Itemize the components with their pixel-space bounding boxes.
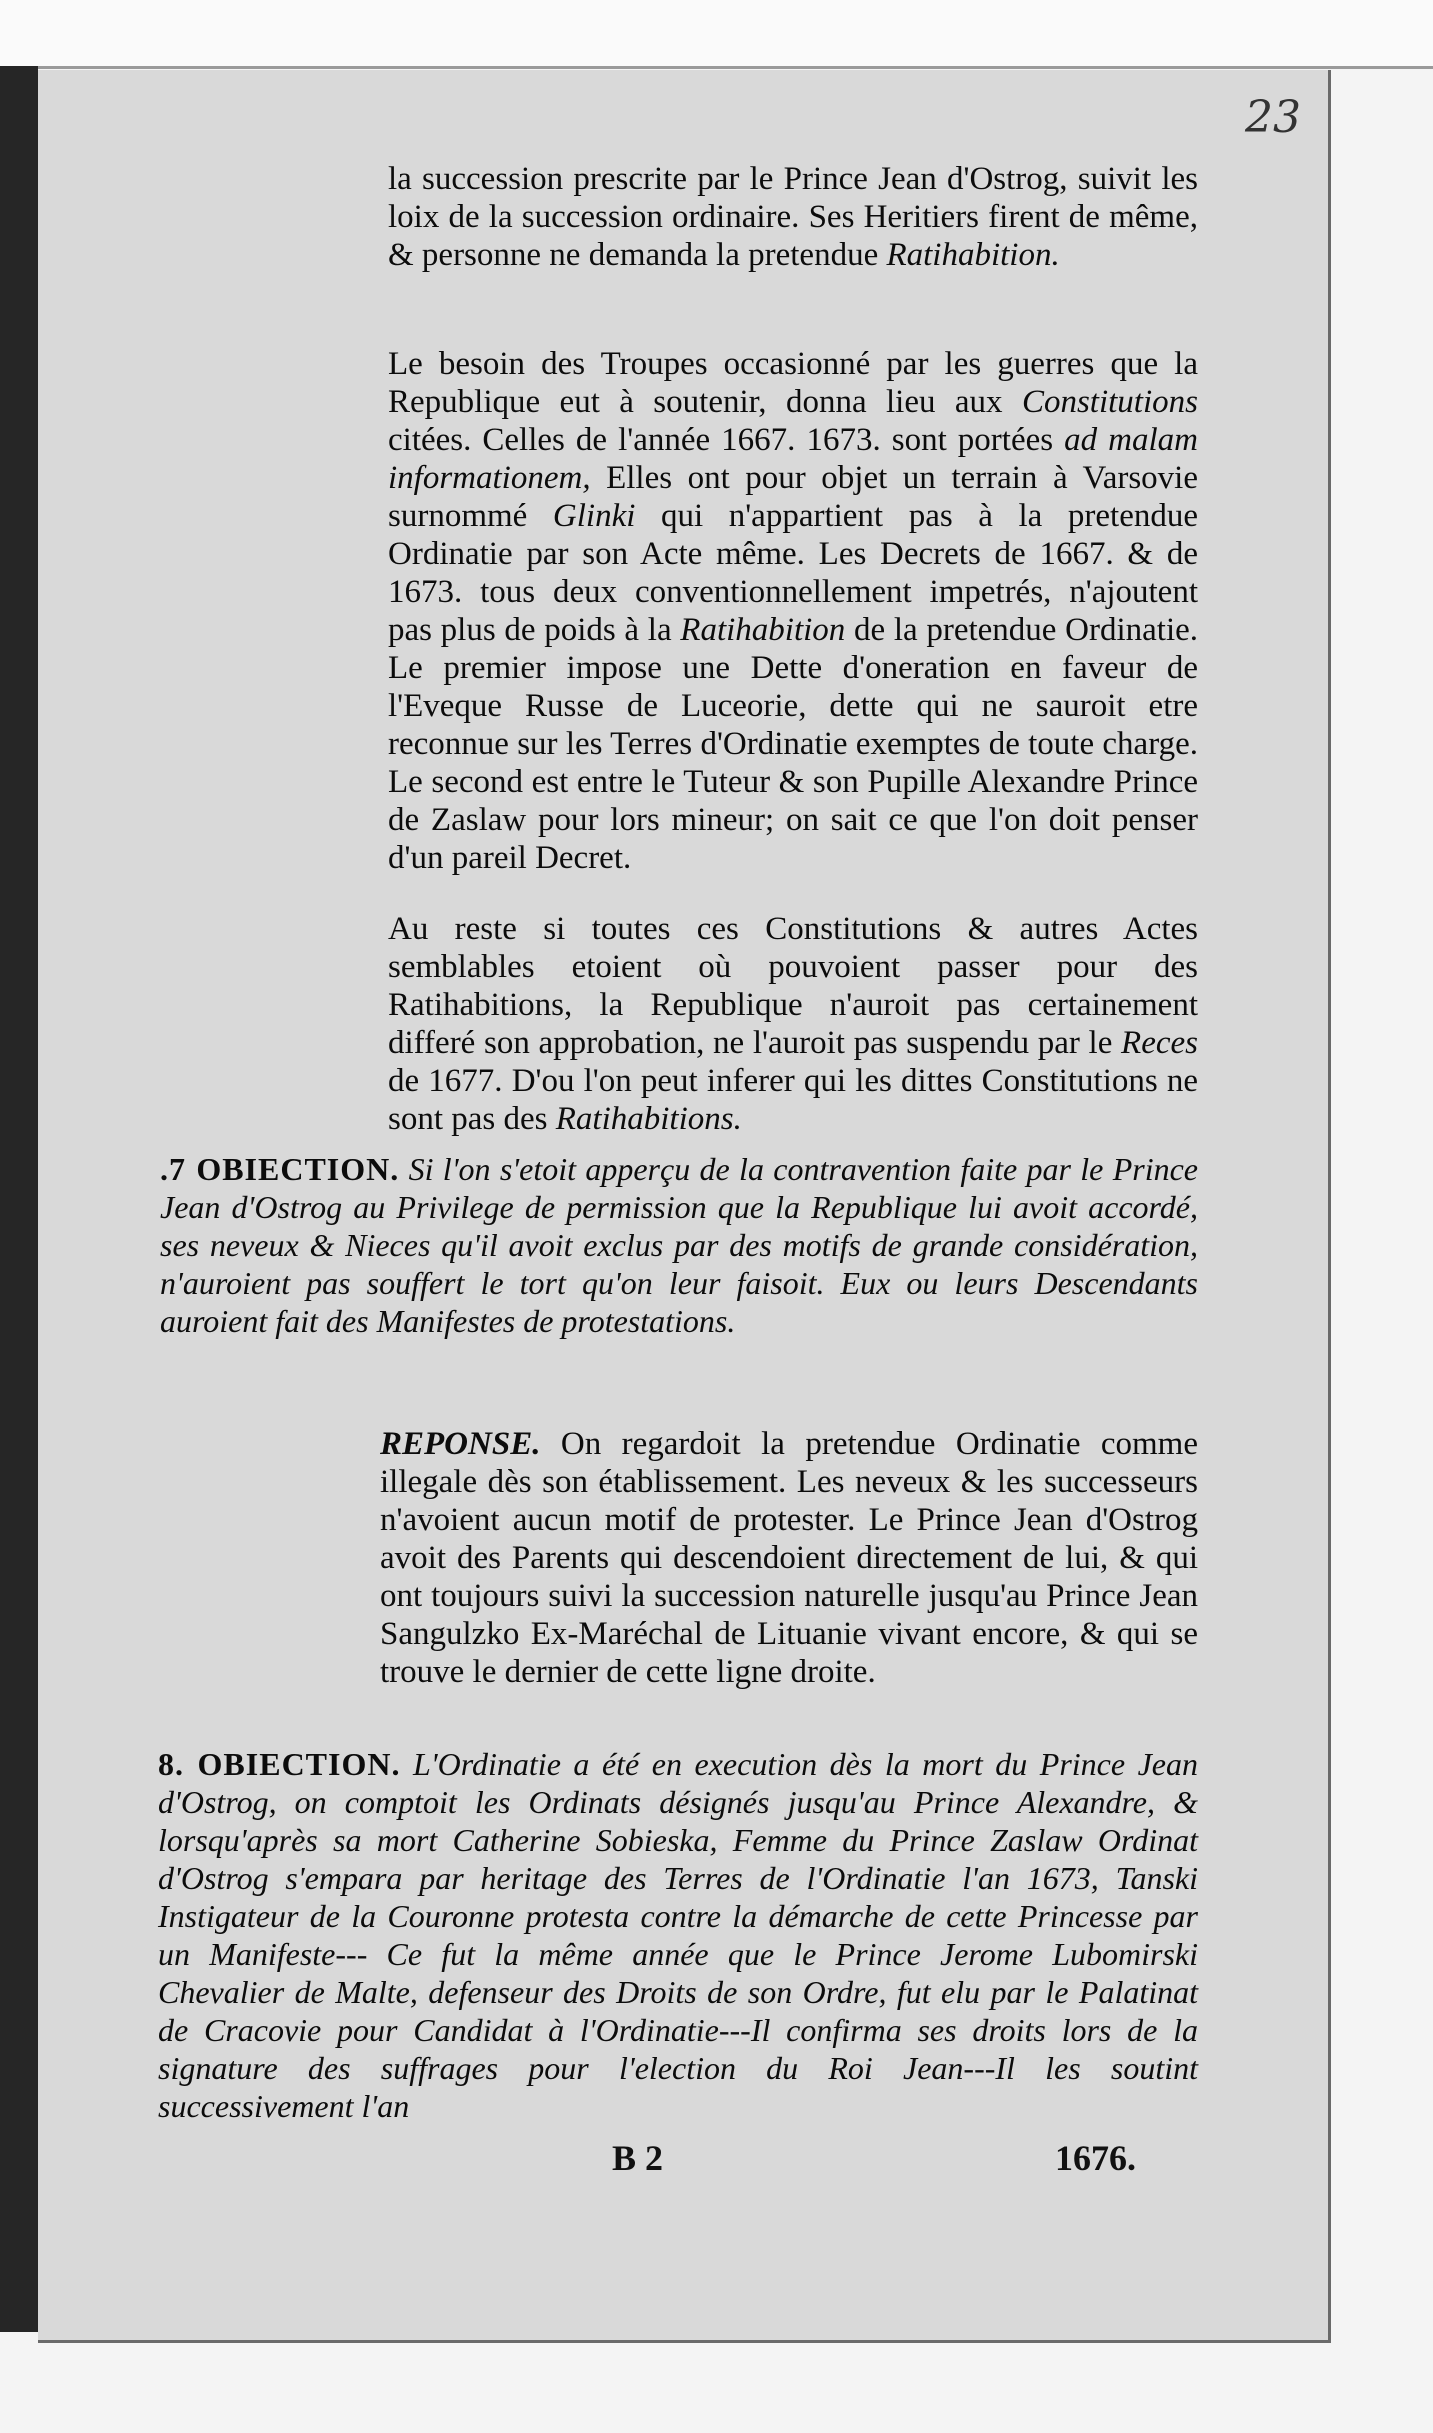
paragraph-text: Le besoin des Troupes occasionné par les guerres que la Republique eut à soutenir, donna lieu aux <box>388 346 1198 420</box>
paragraph-constitutions <box>388 910 1198 1138</box>
italic-term: Ratihabition. <box>886 237 1060 273</box>
objection-text: L'Ordinatie a été en execution dès la mort du Prince Jean d'Ostrog, on comptoit les Ordinats désignés jusqu'au Prince Alexandre, & lorsqu'après sa mort Catherine Sobieska, Femme du Prince Zaslaw Ordinat d'Ostrog s'empara par heritage des Terres de l'Ordinatie l'an 1673, Tanski Instigateur de la Couronne protesta contre la démarche de cette Princesse par un Manifeste--- Ce fut la même année que le Prince Jerome Lubomirski Chevalier de Malte, defenseur des Droits de son Ordre, fut elu par le Palatinat de Cracovie pour Candidat à l'Ordinatie---Il confirma ses droits lors de la signature des suffrages pour l'election du Roi Jean---Il les soutint successivement l'an <box>158 1746 1198 2124</box>
paragraph-succession <box>388 160 1198 274</box>
response-text: On regardoit la pretendue Ordinatie comme illegale dès son établissement. Les neveux & les successeurs n'avoient aucun motif de protester. Le Prince Jean d'Ostrog avoit des Parents qui descendoient directement de lui, & qui ont toujours suivi la succession naturelle jusqu'au Prince Jean Sangulzko Ex-Maréchal de Lituanie vivant encore, & qui se trouve le dernier de cette ligne droite. <box>380 1426 1198 1690</box>
paragraph-text: de la pretendue Ordinatie. Le premier impose une Dette d'oneration en faveur de l'Eveque Russe de Luceorie, dette qui ne sauroit etre reconnue sur les Terres d'Ordinatie exemptes de toute charge. Le second est entre le Tuteur & son Pupille Alexandre Prince de Zaslaw pour lors mineur; on sait ce que l'on doit penser d'un pareil Decret. <box>388 612 1199 876</box>
paragraph-text: qui n'appartient pas à la pretendue Ordinatie par son Acte même. Les Decrets de 1667. & de 1673. tous deux conventionnellement impetrés, n'ajoutent pas plus de poids à la <box>388 498 1198 648</box>
objection-7 <box>160 1150 1198 1340</box>
catchword: 1676. <box>1055 2138 1136 2178</box>
italic-term: Reces <box>1121 1025 1198 1061</box>
italic-term: Constitutions <box>1021 384 1198 420</box>
paragraph-text: la succession prescrite par le Prince Jean d'Ostrog, suivit les loix de la succession ordinaire. Ses Heritiers firent de même, & personne ne demanda la pretendue <box>388 161 1198 273</box>
paragraph-text: de 1677. D'ou l'on peut inferer qui les dittes Constitutions ne sont pas des <box>388 1063 1198 1137</box>
signature-mark: B 2 <box>612 2138 664 2178</box>
facing-page-strip <box>0 0 1433 69</box>
paragraph-text: Au reste si toutes ces Constitutions & autres Actes semblables etoient où pouvoient passer pour des Ratihabitions, la Republique n'auroit pas certainement differé son approbation, ne l'auroit pas suspendu par le <box>388 911 1198 1061</box>
objection-label: 8. OBIECTION. <box>158 1746 401 1782</box>
response-label: REPONSE. <box>380 1426 541 1462</box>
italic-term: Ratihabition <box>680 612 846 648</box>
paragraph-text: Elles ont pour objet un terrain à Varsovie surnommé <box>388 460 1198 534</box>
binding-edge <box>0 66 38 2332</box>
italic-term: Glinki <box>552 498 636 534</box>
paragraph-text: citées. Celles de l'année 1667. 1673. sont portées <box>388 422 1065 458</box>
folio-number: 23 <box>1245 92 1301 143</box>
objection-text: Si l'on s'etoit apperçu de la contravention faite par le Prince Jean d'Ostrog au Privilege de permission que la Republique lui avoit accordé, ses neveux & Nieces qu'il avoit exclus par des motifs de grande considération, n'auroient pas souffert le tort qu'on leur faisoit. Eux ou leurs Descendants auroient fait des Manifestes de protestations. <box>160 1151 1199 1339</box>
objection-label: .7 OBIECTION. <box>160 1151 400 1187</box>
italic-term: ad malam informationem, <box>388 422 1198 496</box>
italic-term: Ratihabitions. <box>555 1101 742 1137</box>
response-7 <box>380 1425 1198 1691</box>
objection-8 <box>158 1745 1198 2125</box>
paragraph-troupes <box>388 345 1198 877</box>
